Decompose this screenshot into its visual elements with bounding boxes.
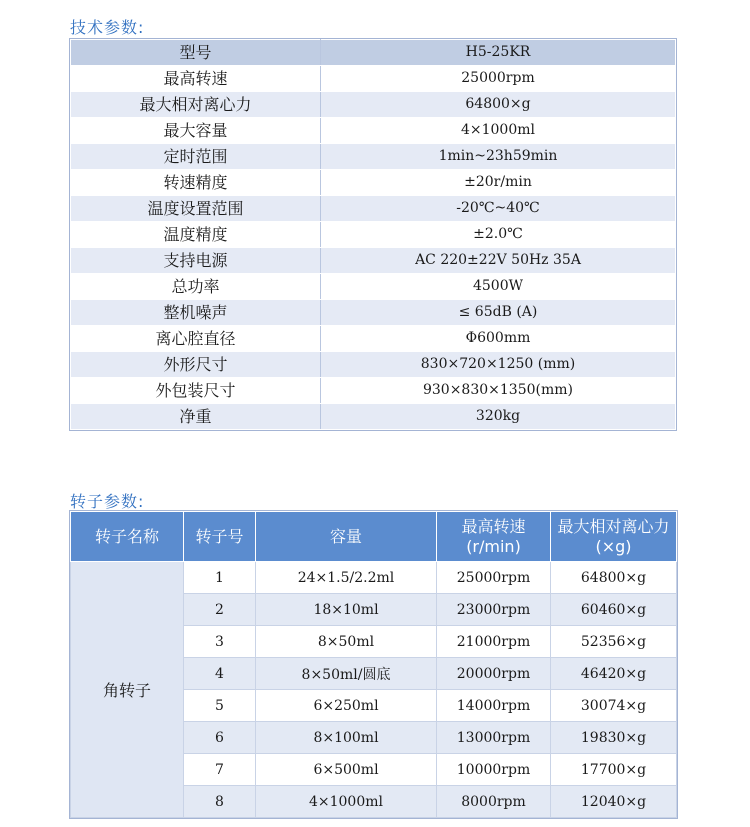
param-value: 1min~23h59min [321, 144, 676, 170]
rotor-speed: 14000rpm [437, 690, 551, 722]
rotor-name-cell: 角转子 [71, 562, 184, 818]
table-row [71, 274, 676, 300]
param-value: -20℃~40℃ [321, 196, 676, 222]
rotor-rcf: 17700×g [551, 754, 677, 786]
rotor-speed: 10000rpm [437, 754, 551, 786]
param-name: 总功率 [71, 274, 321, 300]
tech-params-table [70, 39, 676, 430]
param-value: 25000rpm [321, 66, 676, 92]
param-value: 320kg [321, 404, 676, 430]
param-name: 外包装尺寸 [71, 378, 321, 404]
table-row [71, 248, 676, 274]
rotor-speed: 8000rpm [437, 786, 551, 818]
rotor-no: 8 [184, 786, 256, 818]
max-rcf-unit: (×g) [595, 536, 632, 556]
param-name: 定时范围 [71, 144, 321, 170]
col-header-capacity: 容量 [256, 512, 437, 562]
max-speed-label: 最高转速 [461, 516, 526, 536]
max-rcf-label: 最大相对离心力 [557, 516, 670, 536]
rotor-capacity: 18×10ml [256, 594, 437, 626]
table-header-row [71, 512, 677, 562]
table-row [71, 118, 676, 144]
rotor-speed: 25000rpm [437, 562, 551, 594]
param-value: ±20r/min [321, 170, 676, 196]
param-name: 温度精度 [71, 222, 321, 248]
table-row [71, 222, 676, 248]
rotor-capacity: 8×50ml [256, 626, 437, 658]
rotor-no: 1 [184, 562, 256, 594]
table-row [71, 40, 676, 66]
param-value: 4500W [321, 274, 676, 300]
rotor-rcf: 12040×g [551, 786, 677, 818]
rotor-rcf: 60460×g [551, 594, 677, 626]
param-value: Φ600mm [321, 326, 676, 352]
rotor-speed: 20000rpm [437, 658, 551, 690]
param-value: AC 220±22V 50Hz 35A [321, 248, 676, 274]
table-row [71, 92, 676, 118]
param-value: 830×720×1250 (mm) [321, 352, 676, 378]
rotor-capacity: 8×100ml [256, 722, 437, 754]
col-header-max-rcf [551, 512, 677, 562]
param-name: 温度设置范围 [71, 196, 321, 222]
param-name: 离心腔直径 [71, 326, 321, 352]
param-value: ±2.0℃ [321, 222, 676, 248]
param-value: H5-25KR [321, 40, 676, 66]
rotor-rcf: 64800×g [551, 562, 677, 594]
param-value: ≤ 65dB (A) [321, 300, 676, 326]
table-row [71, 378, 676, 404]
table-row [71, 170, 676, 196]
rotor-rcf: 46420×g [551, 658, 677, 690]
rotor-params-table [70, 511, 677, 818]
col-header-rotor-name: 转子名称 [71, 512, 184, 562]
rotor-no: 5 [184, 690, 256, 722]
param-name: 净重 [71, 404, 321, 430]
table-row [71, 66, 676, 92]
rotor-speed: 23000rpm [437, 594, 551, 626]
param-name: 型号 [71, 40, 321, 66]
col-header-rotor-no: 转子号 [184, 512, 256, 562]
param-name: 最高转速 [71, 66, 321, 92]
rotor-capacity: 6×500ml [256, 754, 437, 786]
max-speed-unit: (r/min) [466, 536, 521, 556]
rotor-speed: 13000rpm [437, 722, 551, 754]
rotor-speed: 21000rpm [437, 626, 551, 658]
rotor-no: 7 [184, 754, 256, 786]
rotor-no: 3 [184, 626, 256, 658]
param-name: 外形尺寸 [71, 352, 321, 378]
param-value: 930×830×1350(mm) [321, 378, 676, 404]
col-header-max-speed [437, 512, 551, 562]
rotor-no: 2 [184, 594, 256, 626]
rotor-rcf: 52356×g [551, 626, 677, 658]
param-value: 64800×g [321, 92, 676, 118]
rotor-rcf: 30074×g [551, 690, 677, 722]
rotor-capacity: 24×1.5/2.2ml [256, 562, 437, 594]
rotor-capacity: 6×250ml [256, 690, 437, 722]
param-name: 最大相对离心力 [71, 92, 321, 118]
param-name: 整机噪声 [71, 300, 321, 326]
table-row [71, 300, 676, 326]
param-value: 4×1000ml [321, 118, 676, 144]
table-row [71, 352, 676, 378]
table-row [71, 196, 676, 222]
table-row [71, 562, 677, 594]
rotor-no: 6 [184, 722, 256, 754]
rotor-params-title: 转子参数: [70, 492, 145, 511]
rotor-rcf: 19830×g [551, 722, 677, 754]
table-row [71, 144, 676, 170]
param-name: 最大容量 [71, 118, 321, 144]
table-row [71, 404, 676, 430]
rotor-capacity: 4×1000ml [256, 786, 437, 818]
table-row [71, 326, 676, 352]
param-name: 支持电源 [71, 248, 321, 274]
tech-params-title: 技术参数: [70, 18, 145, 37]
rotor-no: 4 [184, 658, 256, 690]
rotor-capacity: 8×50ml/圆底 [256, 658, 437, 690]
param-name: 转速精度 [71, 170, 321, 196]
